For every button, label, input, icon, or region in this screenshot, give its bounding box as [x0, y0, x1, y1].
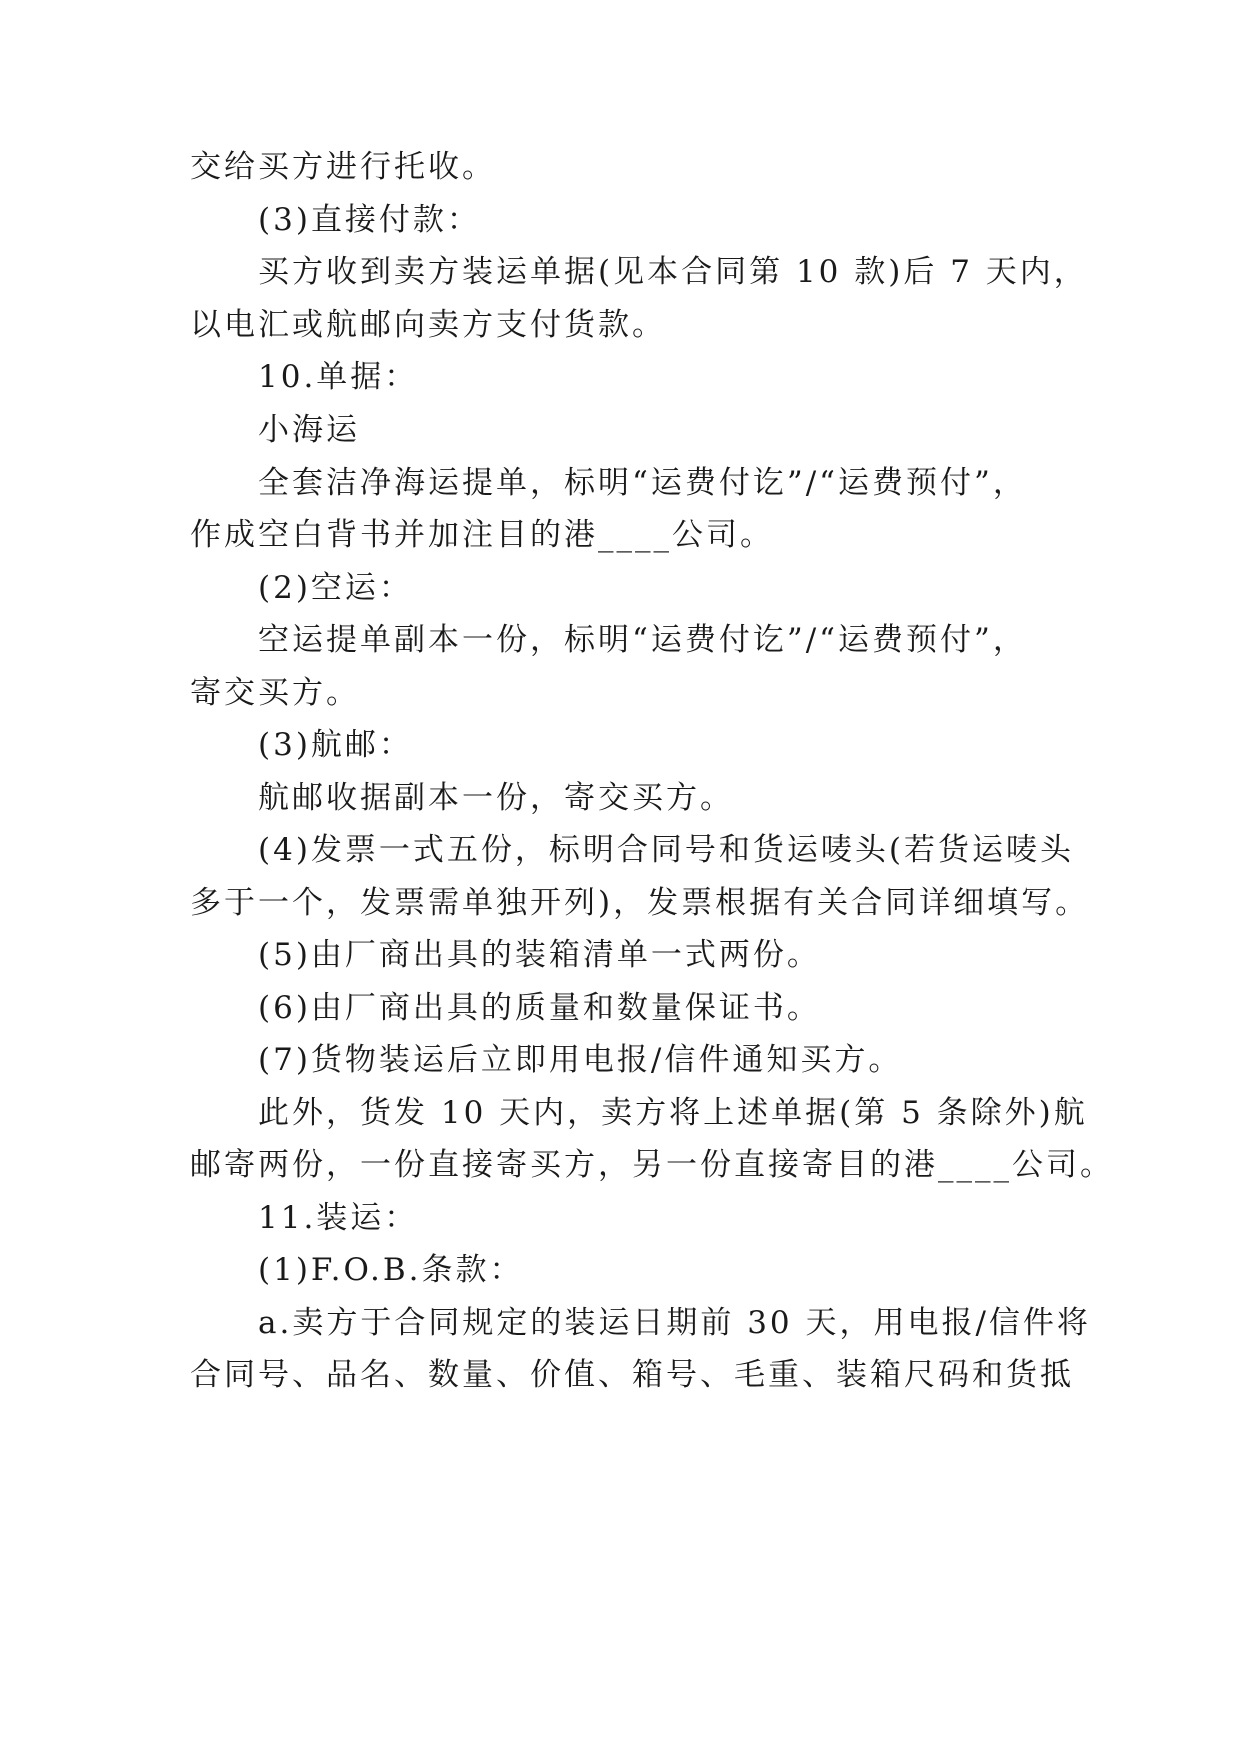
text-line-7: 全套洁净海运提单，标明“运费付讫”/“运费预付”，	[258, 465, 1027, 501]
text-line-18: (7)货物装运后立即用电报/信件通知买方。	[258, 1042, 903, 1078]
text-line-23: a.卖方于合同规定的装运日期前 30 天，用电报/信件将	[258, 1305, 1091, 1341]
text-line-3: 买方收到卖方装运单据(见本合同第 10 款)后 7 天内，	[258, 254, 1088, 290]
text-line-14: (4)发票一式五份，标明合同号和货运唛头(若货运唛头	[258, 832, 1075, 868]
text-line-16: (5)由厂商出具的装箱清单一式两份。	[258, 937, 821, 973]
text-line-4: 以电汇或航邮向卖方支付货款。	[190, 307, 666, 343]
text-line-20: 邮寄两份，一份直接寄买方，另一份直接寄目的港____公司。	[190, 1147, 1114, 1183]
text-line-9: (2)空运：	[258, 570, 413, 606]
text-line-19: 此外，货发 10 天内，卖方将上述单据(第 5 条除外)航	[258, 1095, 1088, 1131]
text-line-8: 作成空白背书并加注目的港____公司。	[190, 517, 774, 553]
text-line-17: (6)由厂商出具的质量和数量保证书。	[258, 990, 821, 1026]
text-line-6: 小海运	[258, 412, 360, 448]
section-heading-11: 11.装运：	[258, 1200, 419, 1236]
text-line-2: (3)直接付款：	[258, 202, 481, 238]
text-line-1: 交给买方进行托收。	[190, 149, 496, 185]
section-heading-10: 10.单据：	[258, 359, 419, 395]
text-line-22: (1)F.O.B.条款：	[258, 1252, 524, 1288]
text-line-11: 寄交买方。	[190, 675, 360, 711]
text-line-24: 合同号、品名、数量、价值、箱号、毛重、装箱尺码和货抵	[190, 1357, 1074, 1393]
text-line-13: 航邮收据副本一份，寄交买方。	[258, 780, 734, 816]
text-line-15: 多于一个，发票需单独开列)，发票根据有关合同详细填写。	[190, 885, 1090, 921]
text-line-10: 空运提单副本一份，标明“运费付讫”/“运费预付”，	[258, 622, 1027, 658]
text-line-12: (3)航邮：	[258, 727, 413, 763]
